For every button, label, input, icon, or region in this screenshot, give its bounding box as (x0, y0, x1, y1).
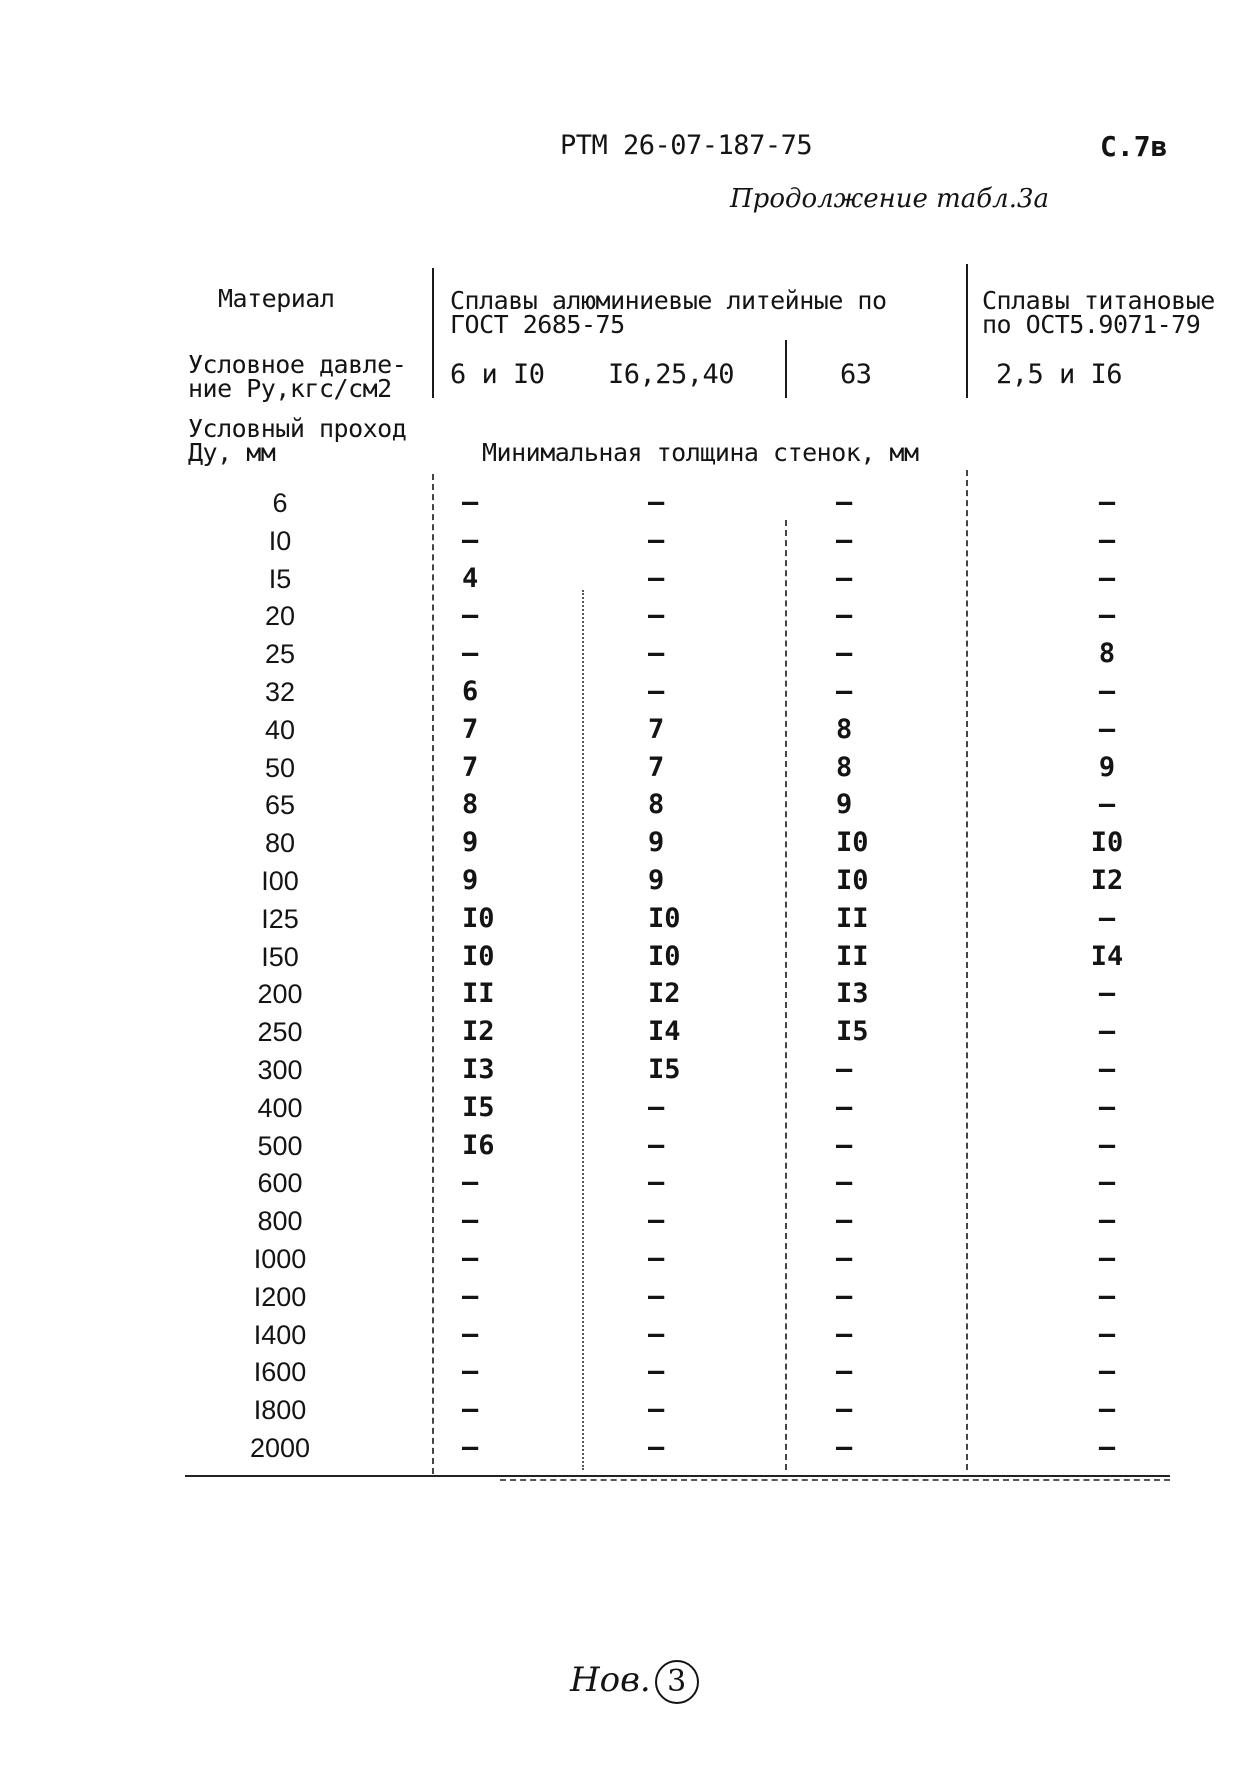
page-number: С.7в (1100, 130, 1168, 163)
nominal-diameter-cell: 400 (257, 1092, 303, 1123)
thickness-cell-col4: – (1098, 1432, 1116, 1463)
nominal-diameter-cell: I00 (261, 866, 299, 896)
nominal-diameter-cell: 20 (264, 601, 296, 632)
thickness-cell-col4: – (1098, 1016, 1116, 1048)
nominal-diameter-cell: 40 (264, 714, 296, 745)
thickness-cell-col1: 8 (462, 789, 479, 821)
nominal-diameter-cell: 800 (257, 1206, 303, 1237)
thickness-cell-col2: – (648, 1318, 665, 1350)
table-row (0, 1202, 1255, 1240)
table-row (0, 560, 1255, 598)
thickness-cell-col4: I2 (1090, 865, 1124, 896)
table-row (0, 786, 1255, 824)
thickness-cell-col3: II (836, 940, 869, 972)
thickness-cell-col3: II (836, 902, 869, 934)
thickness-cell-col1: – (462, 1432, 479, 1463)
thickness-cell-col4: – (1098, 1280, 1116, 1312)
document-id: РТМ 26-07-187-75 (560, 130, 813, 161)
nominal-diameter-cell: 50 (264, 752, 296, 783)
thickness-cell-col1: – (462, 524, 479, 556)
thickness-cell-col1: I6 (462, 1129, 495, 1161)
thickness-cell-col1: – (462, 600, 479, 632)
table-row (0, 1013, 1255, 1051)
thickness-cell-col4: – (1098, 1091, 1116, 1123)
thickness-cell-col3: 8 (836, 751, 853, 783)
header-divider-1 (432, 268, 434, 398)
thickness-cell-col1: – (462, 1356, 479, 1388)
table-row (0, 749, 1255, 787)
pressure-col3: 63 (840, 359, 872, 390)
thickness-cell-col4: – (1098, 1394, 1116, 1426)
thickness-cell-col2: I4 (648, 1016, 681, 1048)
nominal-diameter-cell: 300 (257, 1055, 303, 1085)
nominal-diameter-cell: 500 (257, 1130, 303, 1161)
thickness-cell-col1: 9 (462, 827, 479, 859)
table-bottom-rule-dashed (500, 1479, 1170, 1481)
thickness-cell-col2: 9 (648, 827, 665, 859)
thickness-cell-col2: I5 (648, 1054, 681, 1085)
thickness-cell-col3: – (836, 1243, 853, 1274)
group-aluminium-line2: ГОСТ 2685-75 (450, 310, 625, 339)
thickness-cell-col1: – (462, 1318, 479, 1350)
thickness-cell-col1: – (462, 1205, 479, 1237)
table-row (0, 1429, 1255, 1467)
material-label: Материал (218, 284, 335, 313)
table-row (0, 1278, 1255, 1316)
thickness-cell-col2: – (648, 1129, 665, 1161)
thickness-cell-col4: – (1098, 1318, 1116, 1350)
thickness-cell-col2: – (648, 638, 665, 670)
thickness-cell-col2: – (648, 487, 665, 518)
nominal-diameter-cell: 25 (264, 639, 296, 670)
thickness-cell-col2: 8 (648, 789, 665, 821)
thickness-cell-col1: 7 (462, 751, 479, 783)
thickness-cell-col2: – (648, 600, 665, 632)
table-row (0, 862, 1255, 900)
table-row (0, 484, 1255, 522)
dn-label-line2: Ду, мм (188, 438, 276, 467)
table-row (0, 1391, 1255, 1429)
thickness-cell-col4: – (1098, 487, 1116, 518)
nominal-diameter-cell: I000 (253, 1244, 307, 1274)
thickness-cell-col1: – (462, 487, 479, 518)
thickness-cell-col1: – (462, 1243, 479, 1274)
table-row (0, 1240, 1255, 1278)
thickness-cell-col3: – (836, 1054, 853, 1085)
thickness-cell-col4: – (1098, 600, 1116, 632)
table-row (0, 975, 1255, 1013)
nominal-diameter-cell: I0 (268, 525, 292, 556)
thickness-cell-col3: – (836, 1129, 853, 1161)
thickness-cell-col2: 9 (648, 865, 665, 896)
thickness-label: Минимальная толщина стенок, мм (482, 438, 919, 467)
thickness-cell-col2: – (648, 1091, 665, 1123)
thickness-cell-col4: – (1098, 1205, 1116, 1237)
thickness-cell-col4: – (1098, 789, 1116, 821)
nominal-diameter-cell: I800 (253, 1395, 307, 1426)
group-aluminium-line1: Сплавы алюминиевые литейные по (450, 286, 887, 315)
table-row (0, 597, 1255, 635)
thickness-cell-col2: I0 (648, 940, 681, 972)
thickness-cell-col2: – (648, 1280, 665, 1312)
group-titanium-line2: по ОСТ5.9071-79 (982, 310, 1201, 339)
thickness-cell-col1: I2 (462, 1016, 495, 1048)
nominal-diameter-cell: I50 (261, 941, 299, 972)
nominal-diameter-cell: I5 (268, 563, 292, 594)
thickness-cell-col3: I0 (836, 827, 869, 859)
thickness-cell-col3: – (836, 1356, 853, 1388)
thickness-cell-col2: – (648, 1243, 665, 1274)
thickness-cell-col3: – (836, 600, 853, 632)
table-row (0, 1051, 1255, 1089)
thickness-cell-col3: – (836, 1280, 853, 1312)
thickness-cell-col3: – (836, 487, 853, 518)
thickness-cell-col1: 4 (462, 562, 479, 594)
nominal-diameter-cell: I200 (253, 1281, 307, 1312)
thickness-cell-col3: – (836, 676, 853, 707)
nominal-diameter-cell: I25 (261, 903, 299, 934)
thickness-cell-col4: 9 (1098, 751, 1116, 783)
revision-note-text: Нов. (570, 1660, 651, 1700)
thickness-cell-col1: 6 (462, 676, 479, 707)
nominal-diameter-cell: 80 (264, 828, 296, 859)
nominal-diameter-cell: 250 (257, 1017, 303, 1048)
thickness-cell-col1: I0 (462, 940, 495, 972)
nominal-diameter-cell: 2000 (249, 1433, 311, 1463)
thickness-cell-col1: 9 (462, 865, 479, 896)
revision-number-circled: 3 (655, 1660, 699, 1704)
table-row (0, 635, 1255, 673)
thickness-cell-col3: 9 (836, 789, 853, 821)
nominal-diameter-cell: I400 (253, 1319, 307, 1350)
thickness-cell-col2: I0 (648, 902, 681, 934)
thickness-cell-col1: – (462, 638, 479, 670)
thickness-cell-col2: – (648, 1394, 665, 1426)
nominal-diameter-cell: 200 (257, 979, 303, 1010)
thickness-cell-col1: I5 (462, 1091, 495, 1123)
thickness-cell-col1: I0 (462, 902, 495, 934)
nominal-diameter-cell: 6 (272, 488, 288, 518)
table-row (0, 824, 1255, 862)
thickness-cell-col3: – (836, 1205, 853, 1237)
thickness-cell-col2: – (648, 676, 665, 707)
thickness-cell-col1: II (462, 978, 495, 1010)
nominal-diameter-cell: I600 (253, 1357, 307, 1388)
table-row (0, 1316, 1255, 1354)
thickness-cell-col4: – (1098, 1167, 1116, 1199)
thickness-cell-col4: – (1098, 1129, 1116, 1161)
table-row (0, 673, 1255, 711)
thickness-cell-col2: I2 (648, 978, 681, 1010)
thickness-cell-col4: – (1098, 676, 1116, 707)
thickness-cell-col4: 8 (1098, 638, 1116, 670)
thickness-cell-col4: – (1098, 1054, 1116, 1085)
nominal-diameter-cell: 600 (257, 1168, 303, 1199)
thickness-cell-col3: – (836, 1318, 853, 1350)
thickness-cell-col1: – (462, 1167, 479, 1199)
thickness-cell-col3: I0 (836, 865, 869, 896)
thickness-cell-col2: 7 (648, 751, 665, 783)
header-divider-3 (966, 264, 968, 398)
thickness-cell-col3: – (836, 1091, 853, 1123)
thickness-cell-col4: – (1098, 713, 1116, 745)
table-continuation-caption: Продолжение табл.3а (730, 184, 1050, 214)
group-titanium-line1: Сплавы титановые (982, 286, 1215, 315)
thickness-cell-col3: – (836, 638, 853, 670)
thickness-cell-col2: – (648, 1167, 665, 1199)
thickness-cell-col3: – (836, 562, 853, 594)
pressure-label-line2: ние Ру,кгс/см2 (188, 374, 392, 403)
pressure-col1: 6 и I0 (450, 359, 545, 390)
header-divider-2 (785, 340, 787, 398)
table-row (0, 938, 1255, 976)
table-bottom-rule (185, 1475, 1170, 1477)
revision-note (570, 1660, 699, 1704)
table-row (0, 711, 1255, 749)
thickness-cell-col4: – (1098, 1356, 1116, 1388)
thickness-cell-col4: – (1098, 978, 1116, 1010)
table-row (0, 522, 1255, 560)
thickness-cell-col2: 7 (648, 713, 665, 745)
thickness-cell-col2: – (648, 1205, 665, 1237)
thickness-cell-col2: – (648, 562, 665, 594)
thickness-cell-col3: I3 (836, 978, 869, 1010)
thickness-cell-col2: – (648, 1356, 665, 1388)
table-row (0, 1127, 1255, 1165)
thickness-cell-col1: 7 (462, 713, 479, 745)
thickness-cell-col3: – (836, 1432, 853, 1463)
pressure-col2: I6,25,40 (608, 359, 735, 390)
pressure-label-line1: Условное давле- (188, 350, 407, 379)
thickness-cell-col4: I0 (1090, 827, 1124, 859)
thickness-cell-col3: – (836, 1394, 853, 1426)
thickness-cell-col2: – (648, 1432, 665, 1463)
thickness-cell-col3: I5 (836, 1016, 869, 1048)
thickness-cell-col4: – (1098, 562, 1116, 594)
nominal-diameter-cell: 65 (264, 790, 296, 821)
thickness-cell-col1: – (462, 1280, 479, 1312)
nominal-diameter-cell: 32 (264, 677, 296, 707)
table-row (0, 900, 1255, 938)
thickness-cell-col4: – (1098, 524, 1116, 556)
thickness-cell-col3: – (836, 524, 853, 556)
thickness-cell-col3: 8 (836, 713, 853, 745)
pressure-col4: 2,5 и I6 (996, 359, 1123, 390)
table-row (0, 1089, 1255, 1127)
thickness-cell-col2: – (648, 524, 665, 556)
thickness-cell-col4: – (1098, 1243, 1116, 1274)
table-row (0, 1164, 1255, 1202)
thickness-cell-col1: I3 (462, 1054, 495, 1085)
table-row (0, 1353, 1255, 1391)
thickness-cell-col1: – (462, 1394, 479, 1426)
dn-label-line1: Условный проход (188, 414, 407, 443)
thickness-cell-col3: – (836, 1167, 853, 1199)
thickness-cell-col4: I4 (1090, 940, 1124, 972)
thickness-cell-col4: – (1098, 902, 1116, 934)
